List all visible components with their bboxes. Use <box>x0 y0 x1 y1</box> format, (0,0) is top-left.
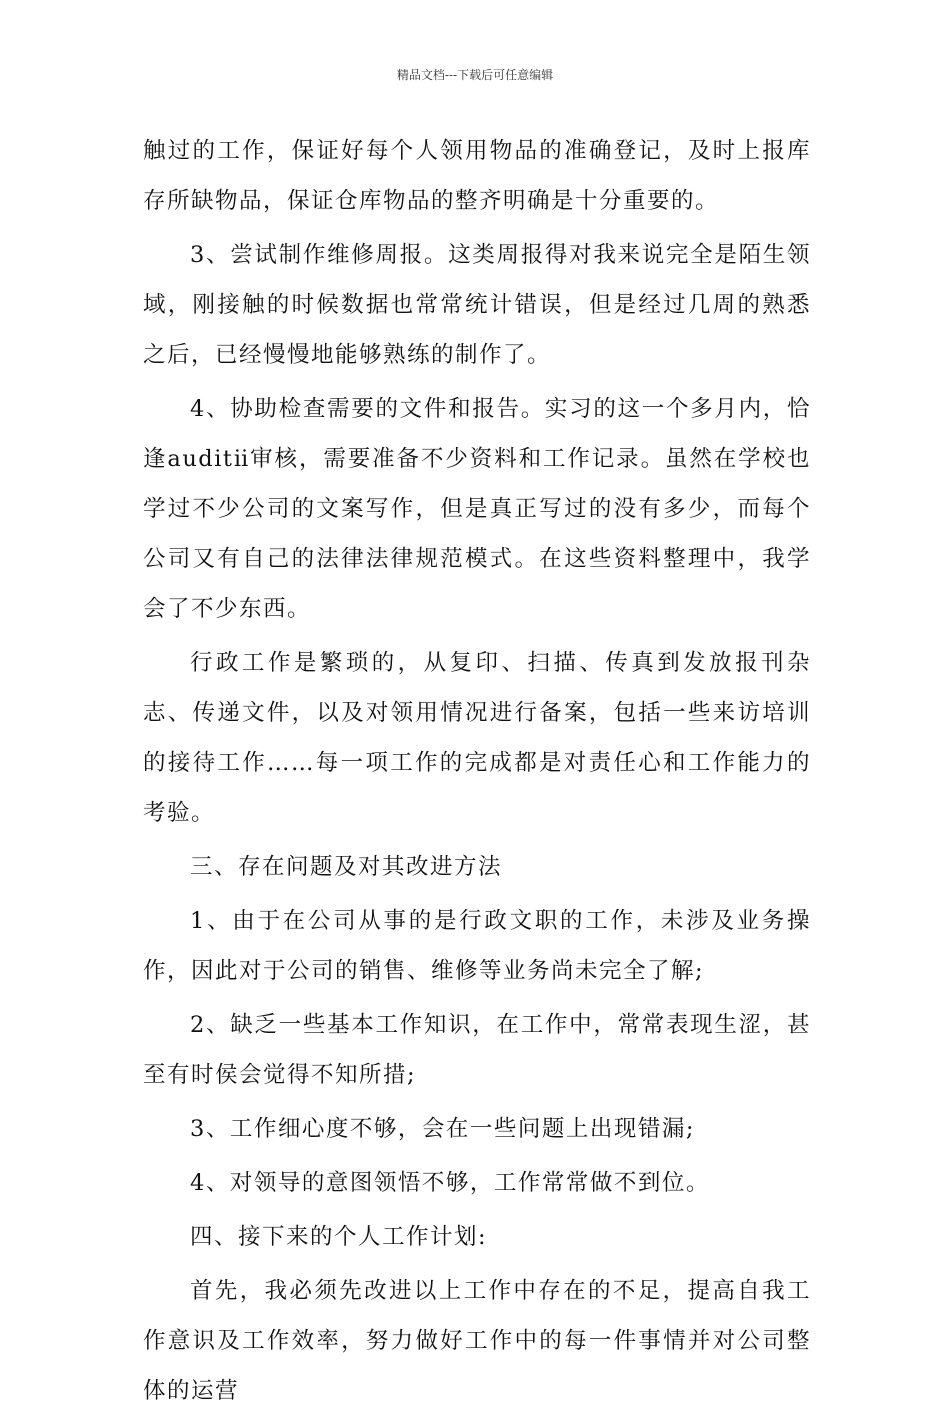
page-header: 精品文档---下载后可任意编辑 <box>396 68 554 82</box>
paragraph-continuation: 触过的工作，保证好每个人领用物品的准确登记，及时上报库存所缺物品，保证仓库物品的整齐明确是十分重要的。 <box>143 138 811 214</box>
problem-item-4: 4、对领导的意图领悟不够，工作常常做不到位。 <box>190 1170 710 1196</box>
paragraph-item-3: 3、尝试制作维修周报。这类周报得对我来说完全是陌生领域，刚接触的时候数据也常常统计错误，但是经过几周的熟悉之后，已经慢慢地能够熟练的制作了。 <box>143 242 811 368</box>
problem-item-3: 3、工作细心度不够，会在一些问题上出现错漏; <box>190 1116 695 1142</box>
problem-item-1: 1、由于在公司从事的是行政文职的工作，未涉及业务操作，因此对于公司的销售、维修等业务尚未完全了解; <box>143 908 811 984</box>
paragraph-admin-work: 行政工作是繁琐的，从复印、扫描、传真到发放报刊杂志、传递文件，以及对领用情况进行备案，包括一些来访培训的接待工作……每一项工作的完成都是对责任心和工作能力的考验。 <box>143 650 811 826</box>
paragraph-plan-first: 首先，我必须先改进以上工作中存在的不足，提高自我工作意识及工作效率，努力做好工作中的每一件事情并对公司整体的运营 <box>143 1278 811 1404</box>
problem-item-2: 2、缺乏一些基本工作知识，在工作中，常常表现生涩，甚至有时侯会觉得不知所措; <box>143 1012 811 1088</box>
section-heading-problems: 三、存在问题及对其改进方法 <box>190 854 503 880</box>
section-heading-plan: 四、接下来的个人工作计划: <box>190 1224 488 1250</box>
document-body <box>143 126 811 1420</box>
paragraph-item-4: 4、协助检查需要的文件和报告。实习的这一个多月内，恰逢auditⅱ审核，需要准备不少资料和工作记录。虽然在学校也学过不少公司的文案写作，但是真正写过的没有多少，而每个公司又有自己的法律法律规范模式。在这些资料整理中，我学会了不少东西。 <box>143 396 811 622</box>
